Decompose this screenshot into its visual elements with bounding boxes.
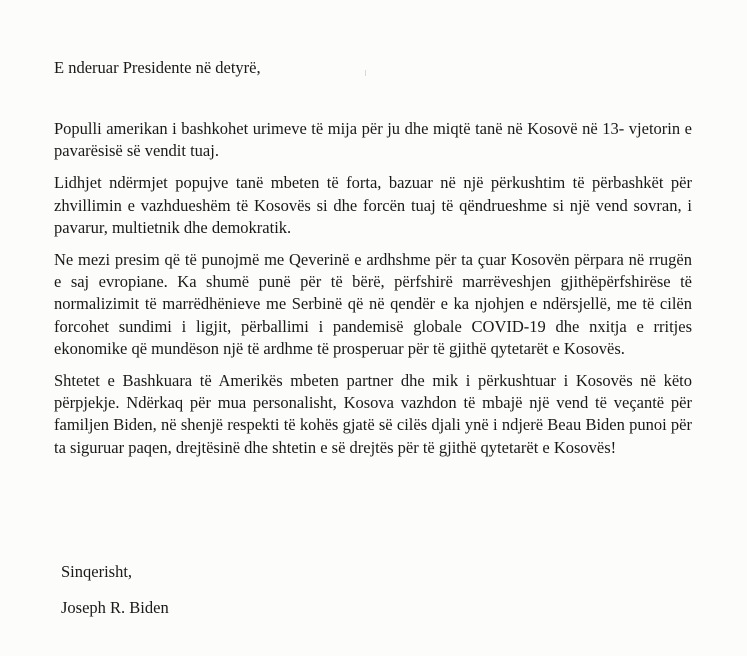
paper-speck xyxy=(365,70,366,76)
paragraph-relations: Lidhjet ndërmjet popujve tanë mbeten të forta, bazuar në një përkushtim të përbashkët për zhvillimin e vazhdueshëm të Kosovës si dhe forcën tuaj të qëndrueshme si një vend sovran, i pavarur, multietnik dhe demokratik. xyxy=(54,173,692,237)
signature-name: Joseph R. Biden xyxy=(61,598,169,617)
letter-body xyxy=(54,118,692,469)
paragraph-partnership: Shtetet e Bashkuara të Amerikës mbeten partner dhe mik i përkushtuar i Kosovës në këto përpjekje. Ndërkaq për mua personalisht, Kosova vazhdon të mbajë një vend të veçantë për familjen Biden, në shenjë respekti të kohës gjatë së cilës djali ynë i ndjerë Beau Biden punoi për ta siguruar paqen, drejtësinë dhe shtetin e së drejtës për të gjithë qytetarët e Kosovës! xyxy=(54,371,692,457)
paragraph-congratulations: Populli amerikan i bashkohet urimeve të mija për ju dhe miqtë tanë në Kosovë në 13- vjetorin e pavarësisë së vendit tuaj. xyxy=(54,119,692,161)
salutation: E nderuar Presidente në detyrë, xyxy=(54,58,261,77)
paragraph-future-work: Ne mezi presim që të punojmë me Qeverinë e ardhshme për ta çuar Kosovën përpara në rrugën e saj evropiane. Ka shumë punë për të bërë, përfshirë marrëveshjen gjithëpërfshirëse të normalizimit të marrëdhënieve me Serbinë që në qendër e ka njohjen e ndërsjellë, me të cilën forcohet sundimi i ligjit, përballimi i pandemisë globale COVID-19 dhe nxitja e rritjes ekonomike që mundëson një të ardhme të prosperuar për të gjithë qytetarët e Kosovës. xyxy=(54,250,692,358)
closing: Sinqerisht, xyxy=(61,562,133,581)
